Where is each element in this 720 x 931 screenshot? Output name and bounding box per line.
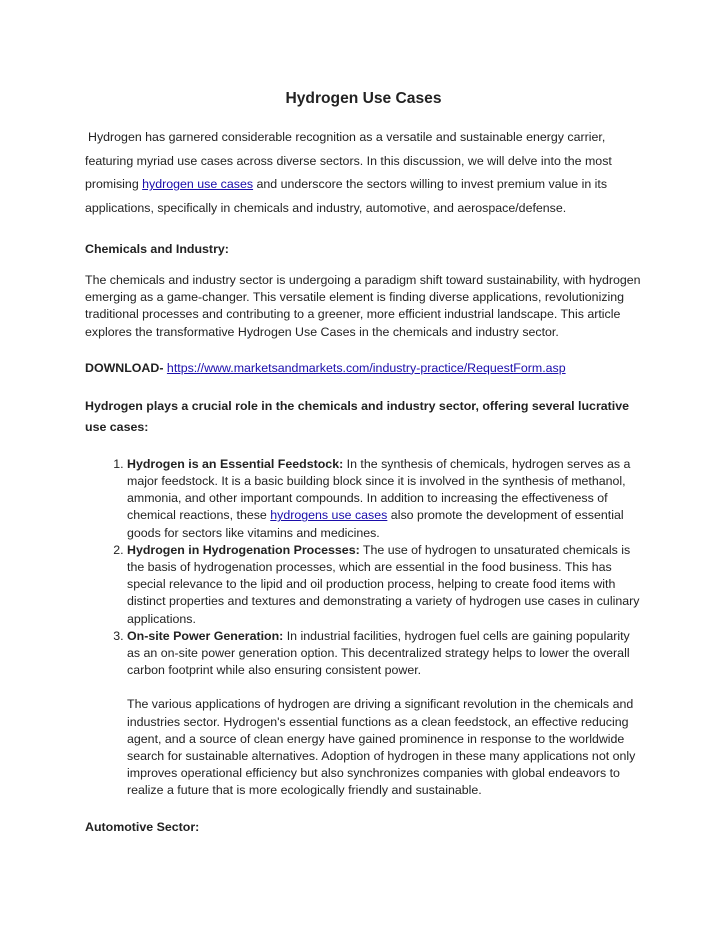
list-item-text: The use of hydrogen to unsaturated chemicals is the basis of hydrogenation processes, which are essential in the food business. This has special relevance to the lipid and oil production process, helping to create food items with distinct properties and textures and demonstrating a variety of hydrogen use cases in culinary applications. (127, 542, 640, 626)
page-title: Hydrogen Use Cases (285, 90, 442, 107)
automotive-heading: Automotive Sector: (85, 819, 200, 834)
summary-paragraph: The various applications of hydrogen are driving a significant revolution in the chemicals and industries sector. Hydrogen's essential functions as a clean feedstock, an effective reducing agent, and a source of clean energy have gained prominence in response to the worldwide search for sustainable alternatives. Adoption of hydrogen in these many applications not only improves operational efficiency but also synchronizes companies with global endeavors to realize a future that is more ecologically friendly and sustainable. (127, 697, 636, 798)
download-label: DOWNLOAD- (85, 360, 164, 375)
hydrogens-use-cases-link[interactable]: hydrogens use cases (270, 508, 388, 523)
intro-paragraph (85, 126, 642, 220)
chemicals-paragraph: The chemicals and industry sector is undergoing a paradigm shift toward sustainability, with hydrogen emerging as a game-changer. This versatile element is finding diverse applications, revolutionizing traditional processes and contributing to a greener, more efficient industrial landscape. This article explores the transformative Hydrogen Use Cases in the chemicals and industry sector. (85, 273, 641, 339)
list-item-title: On-site Power Generation: (127, 628, 284, 643)
role-heading: Hydrogen plays a crucial role in the chemicals and industry sector, offering several lucrative use cases: (85, 398, 630, 435)
download-line (85, 358, 642, 378)
list-item (127, 628, 642, 680)
list-item (127, 542, 642, 628)
list-item (127, 456, 642, 542)
chemicals-heading: Chemicals and Industry: (85, 242, 229, 256)
use-cases-list (85, 456, 642, 680)
download-link[interactable]: https://www.marketsandmarkets.com/industry-practice/RequestForm.asp (166, 360, 566, 375)
list-item-text: In industrial facilities, hydrogen fuel cells are gaining popularity as an on-site power generation option. This decentralized strategy helps to lower the overall carbon footprint while also ensuring consistent power. (127, 628, 630, 678)
list-item-text: In the synthesis of chemicals, hydrogen serves as a major feedstock. It is a basic building block since it is involved in the synthesis of methanol, ammonia, and other important compounds. In addition to increasing the effectiveness of chemical reactions, these (127, 456, 631, 523)
list-item-title: Hydrogen in Hydrogenation Processes: (127, 542, 360, 557)
hydrogen-use-cases-link[interactable]: hydrogen use cases (142, 177, 254, 191)
intro-text-start: Hydrogen has garnered considerable recognition as a versatile and sustainable energy carrier, featuring myriad use cases across diverse sectors. In this discussion, we will delve into the most promising (85, 130, 612, 191)
list-item-title: Hydrogen is an Essential Feedstock: (127, 456, 344, 471)
list-item-text-end: also promote the development of essential goods for sectors like vitamins and medicines. (127, 508, 624, 540)
intro-text-end: and underscore the sectors willing to invest premium value in its applications, specifically in chemicals and industry, automotive, and aerospace/defense. (85, 177, 608, 215)
